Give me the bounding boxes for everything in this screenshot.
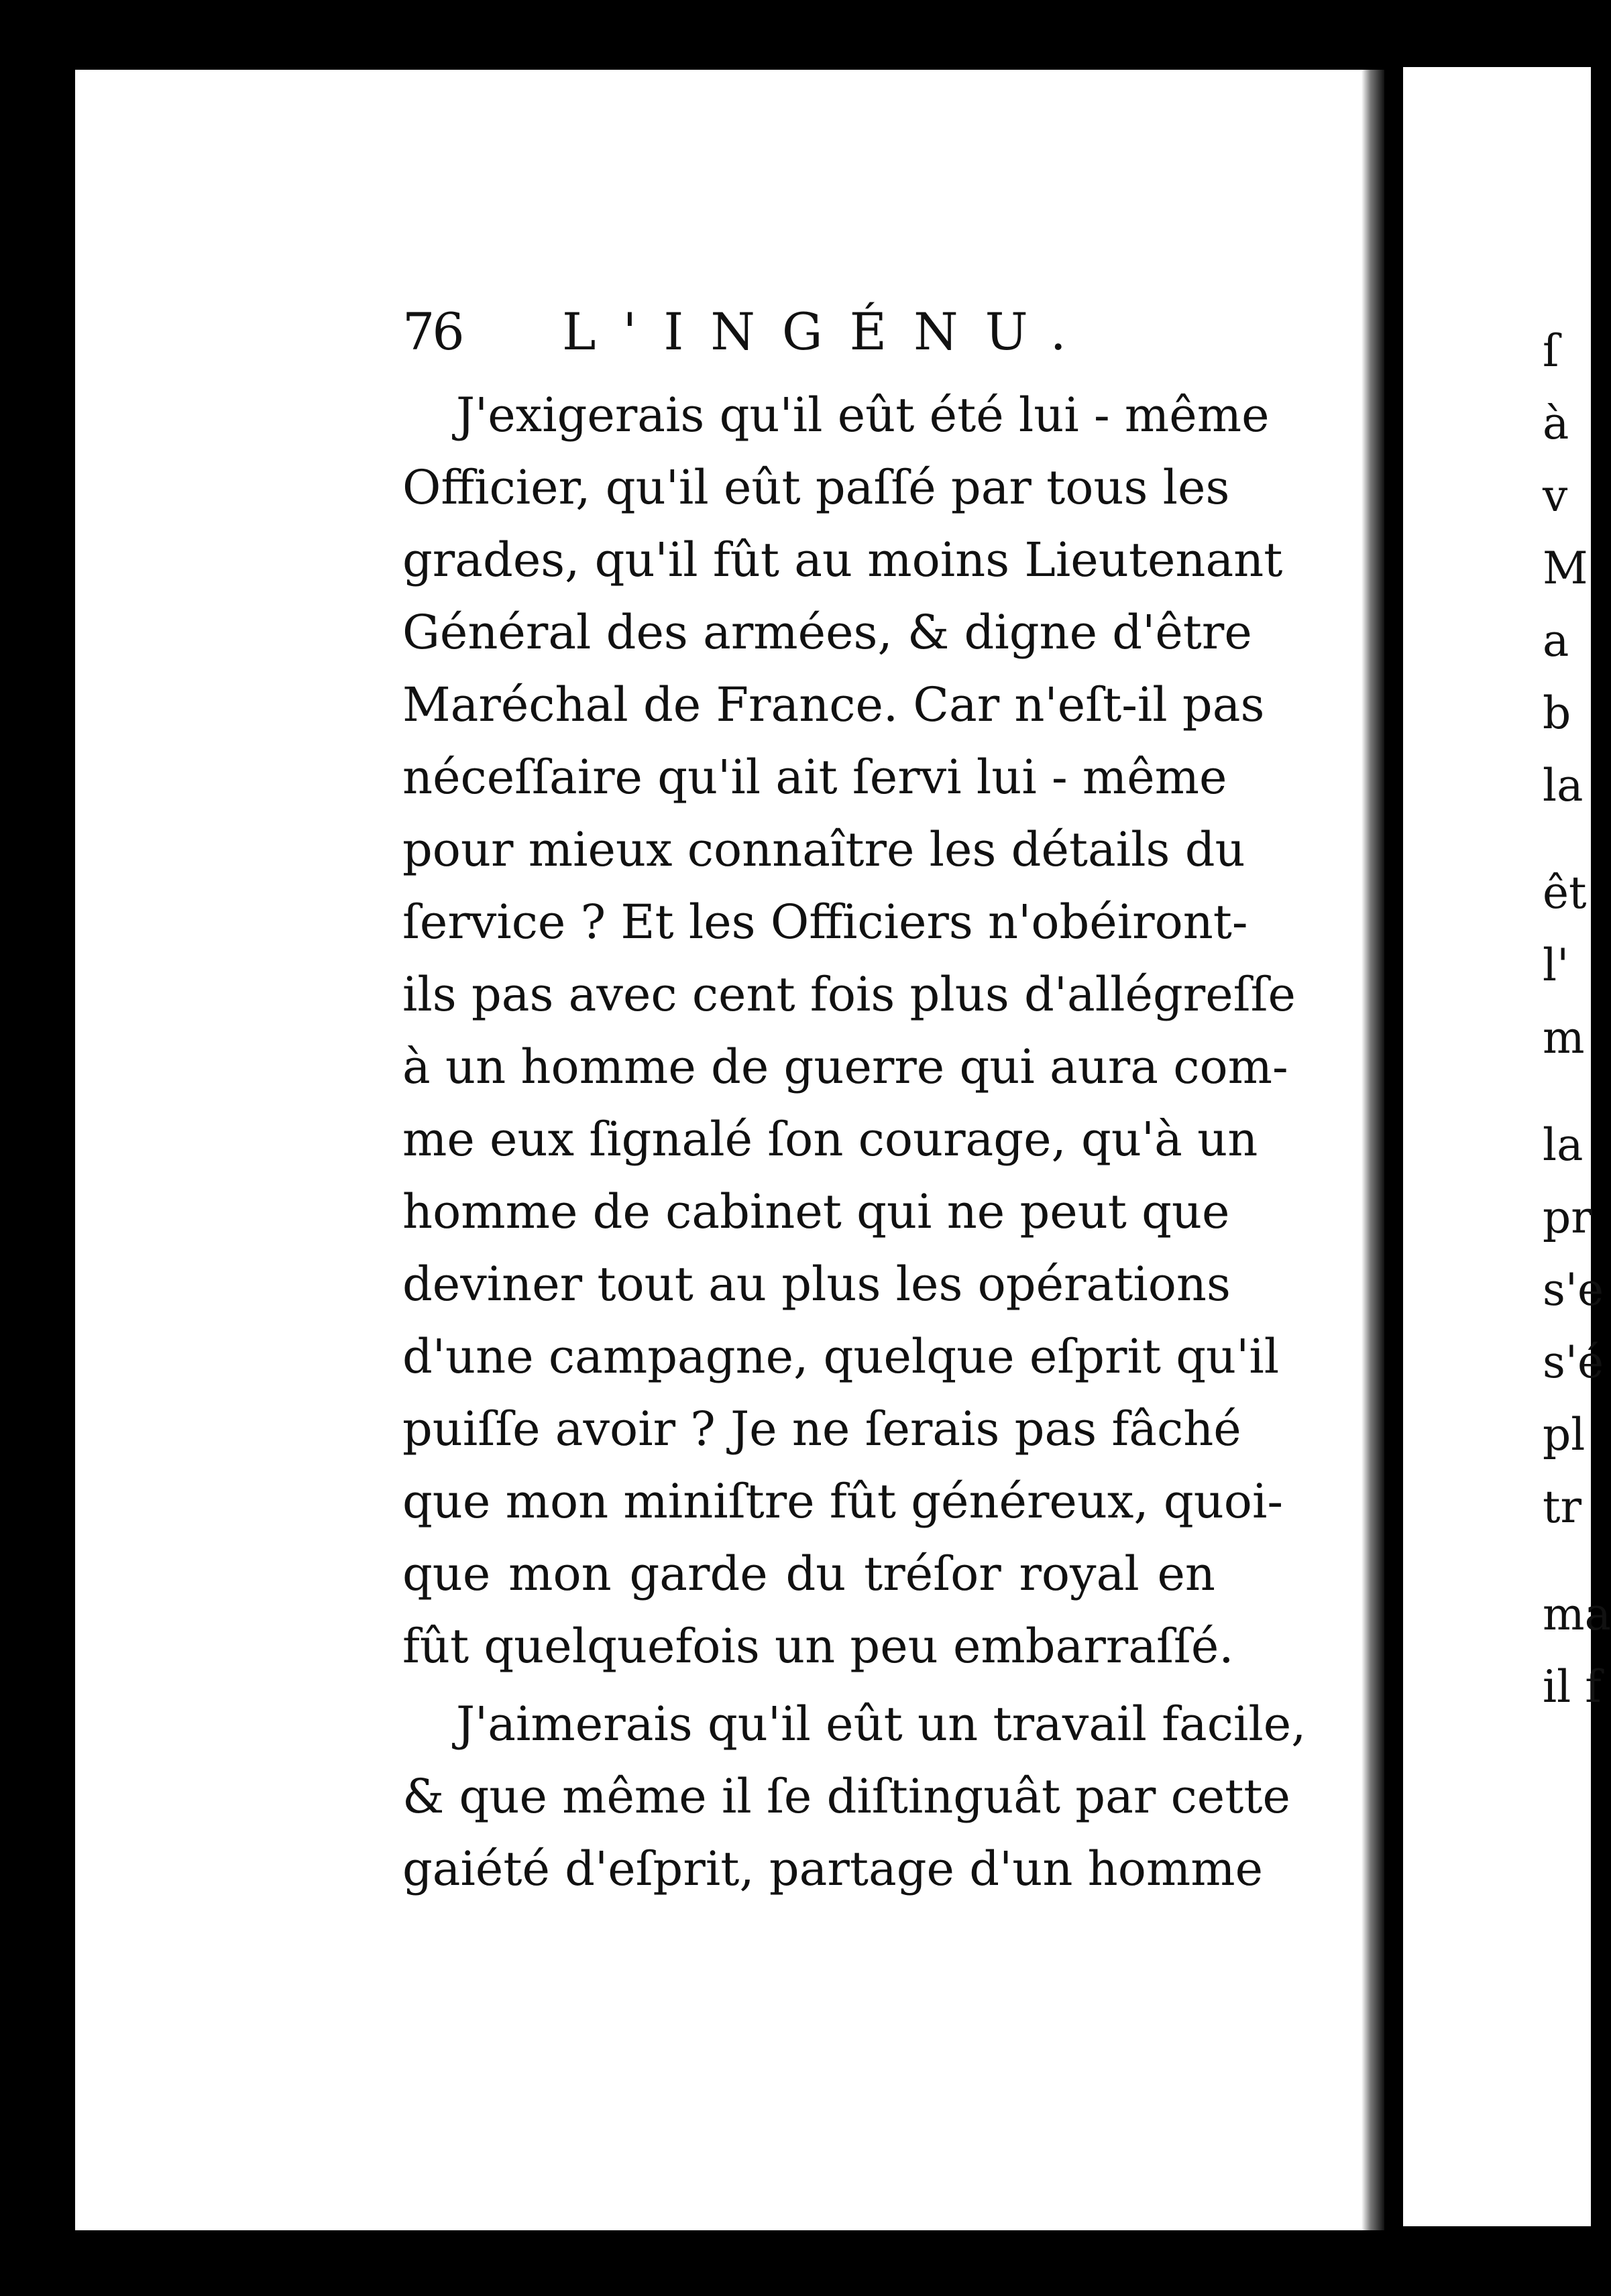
fragment-line: la: [1543, 1119, 1584, 1171]
fragment-line: à: [1543, 398, 1569, 449]
text-line: homme de cabinet qui ne peut que: [402, 1184, 1230, 1239]
text-line: Général des armées, & digne d'être: [402, 605, 1252, 660]
text-line: pour mieux connaître les détails du: [402, 822, 1245, 877]
text-line: deviner tout au plus les opérations: [402, 1257, 1231, 1312]
text-line: que mon garde du tréſor royal en: [402, 1546, 1215, 1601]
page-number: 76: [402, 302, 462, 361]
fragment-line: ſ: [1543, 325, 1559, 377]
fragment-line: m: [1543, 1012, 1585, 1064]
text-line: à un homme de guerre qui aura com-: [402, 1039, 1288, 1094]
text-line: J'exigerais qu'il eût été lui - même: [456, 388, 1270, 443]
fragment-line: ma: [1543, 1589, 1611, 1640]
text-line: gaiété d'eſprit, partage d'un homme: [402, 1841, 1264, 1896]
fragment-line: êt: [1543, 867, 1587, 919]
fragment-line: la: [1543, 760, 1584, 811]
fragment-line: b: [1543, 687, 1571, 739]
text-line: grades, qu'il fût au moins Lieutenant: [402, 532, 1283, 587]
text-line: puiſſe avoir ? Je ne ſerais pas fâché: [402, 1401, 1241, 1456]
text-line: d'une campagne, quelque eſprit qu'il: [402, 1329, 1280, 1384]
text-line: ſervice ? Et les Officiers n'obéiront-: [402, 895, 1248, 950]
text-line: néceſſaire qu'il ait ſervi lui - même: [402, 750, 1227, 805]
text-line: que mon miniſtre fût généreux, quoi-: [402, 1474, 1283, 1529]
gutter-shadow: [1362, 70, 1384, 2230]
text-line: fût quelquefois un peu embarraſſé.: [402, 1619, 1234, 1674]
fragment-line: pl: [1543, 1409, 1586, 1460]
running-title: L'INGÉNU.: [562, 302, 1093, 361]
fragment-line: pr: [1543, 1192, 1592, 1243]
body-text: [402, 379, 1307, 1905]
fragment-line: v: [1543, 470, 1568, 522]
fragment-line: il f: [1543, 1661, 1602, 1713]
fragment-line: M: [1543, 542, 1588, 594]
text-line: Officier, qu'il eût paſſé par tous les: [402, 460, 1230, 515]
facing-page-text: [1543, 315, 1611, 1723]
page-header: [402, 295, 1207, 369]
fragment-line: tr: [1543, 1481, 1582, 1533]
text-line: me eux ſignalé ſon courage, qu'à un: [402, 1112, 1258, 1167]
fragment-line: l': [1543, 939, 1569, 991]
text-line: & que même il ſe diſtinguât par cette: [402, 1769, 1290, 1824]
text-line: Maréchal de France. Car n'eſt-il pas: [402, 677, 1265, 732]
fragment-line: s'é: [1543, 1336, 1604, 1388]
text-line: J'aimerais qu'il eût un travail facile,: [456, 1697, 1307, 1752]
fragment-line: s'e: [1543, 1264, 1604, 1316]
fragment-line: a: [1543, 615, 1569, 667]
text-line: ils pas avec cent fois plus d'allégreſſe: [402, 967, 1296, 1022]
